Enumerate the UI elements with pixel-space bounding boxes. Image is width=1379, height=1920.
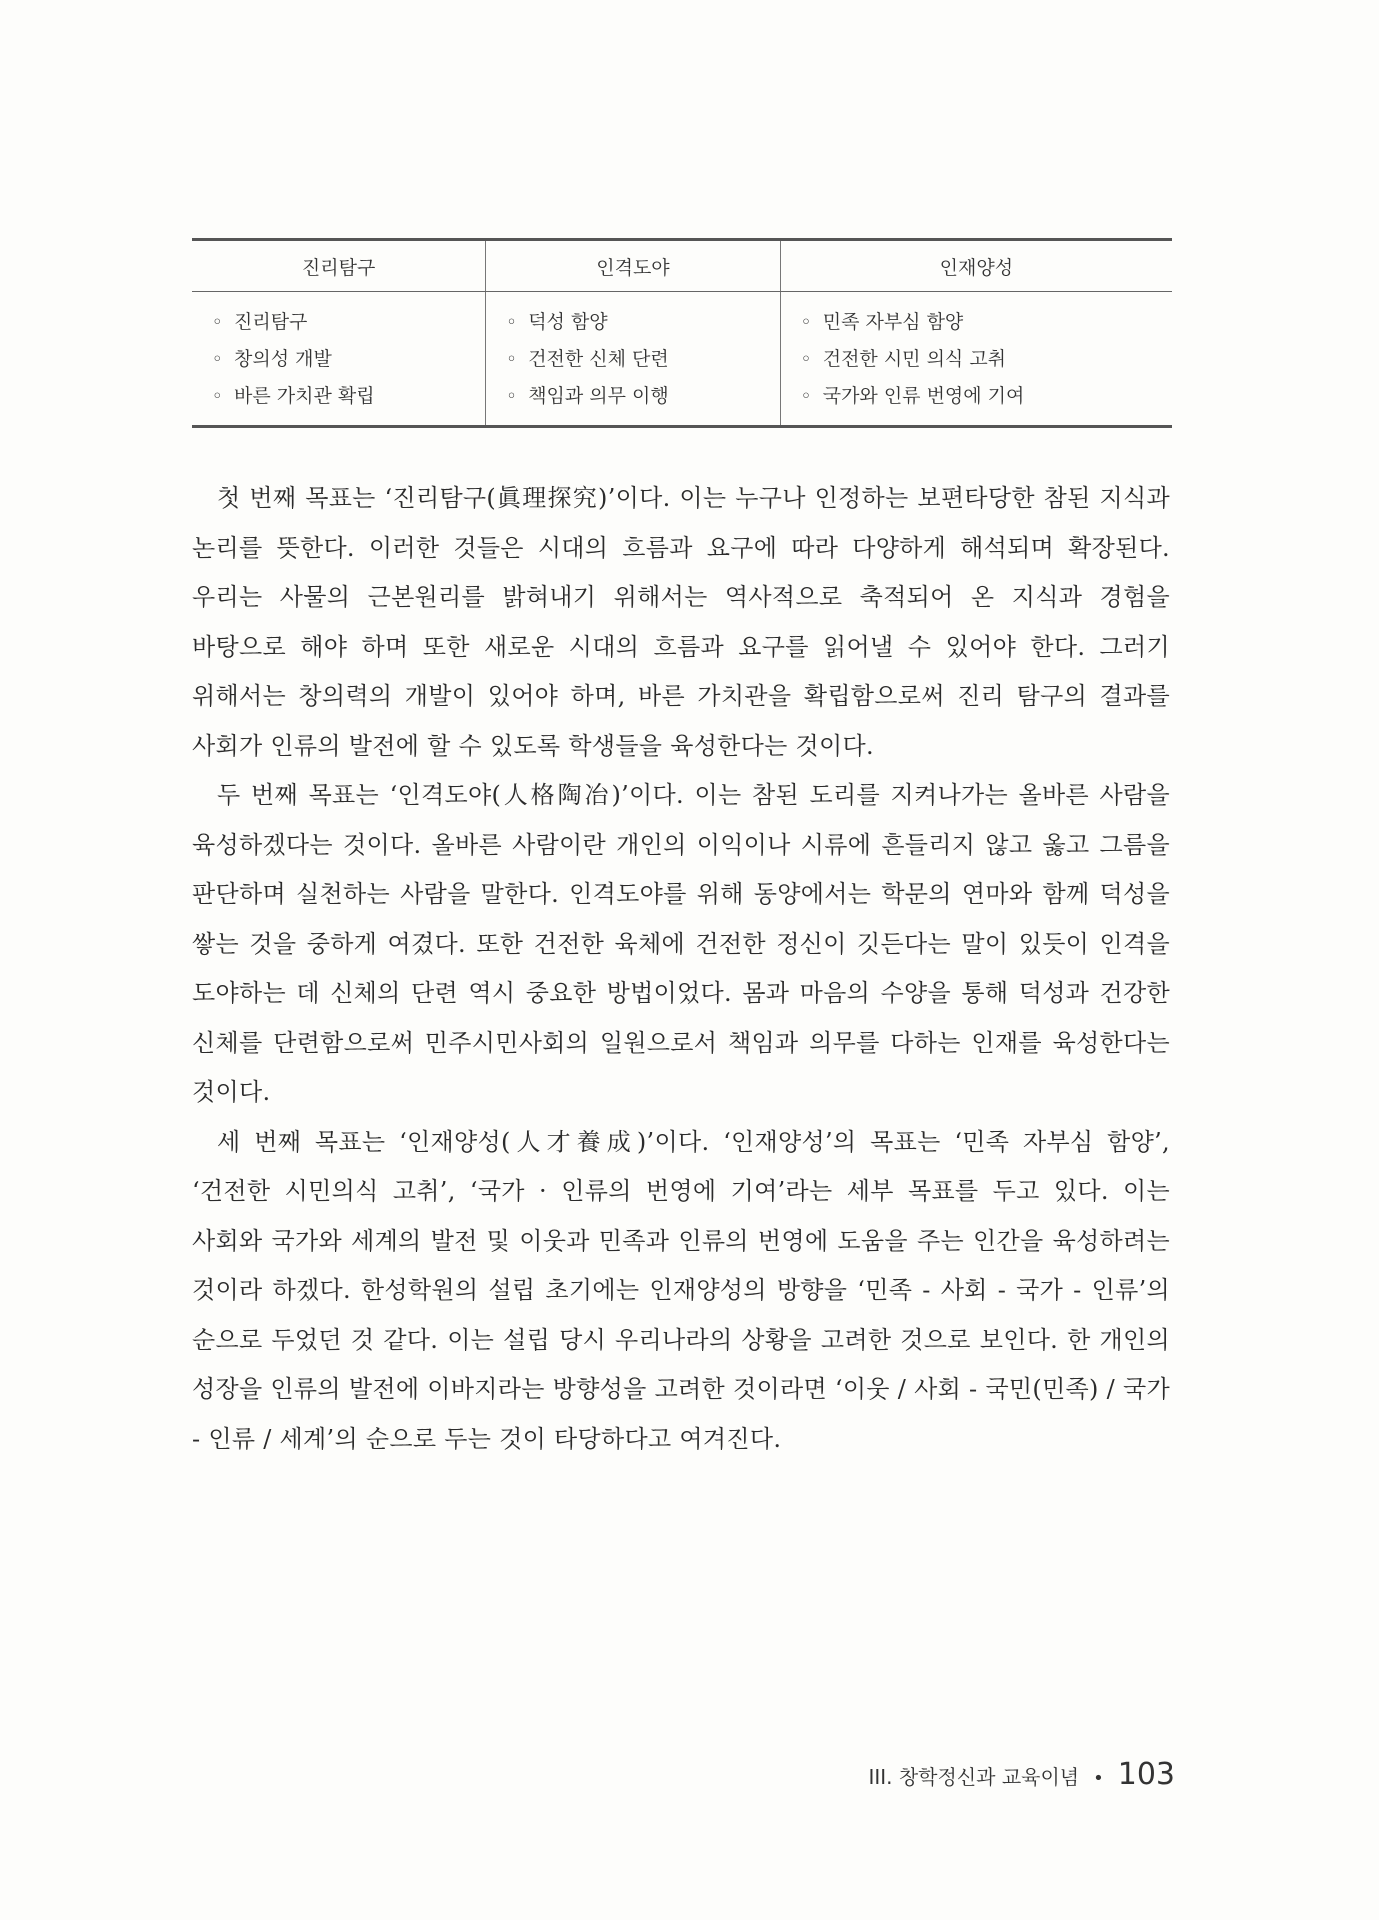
- goals-table: [192, 238, 1172, 428]
- bullet-list: [801, 304, 1172, 415]
- chapter-title: III. 창학정신과 교육이념: [868, 1765, 1080, 1789]
- table-header-character: 인격도야: [486, 240, 781, 292]
- list-item: ◦ 책임과 의무 이행: [506, 378, 780, 415]
- list-item: ◦ 국가와 인류 번영에 기여: [801, 378, 1172, 415]
- table-row: [192, 292, 1172, 427]
- list-item: ◦ 진리탐구: [212, 304, 485, 341]
- footer-separator: •: [1093, 1768, 1104, 1789]
- list-item: ◦ 창의성 개발: [212, 341, 485, 378]
- page-footer: [868, 1757, 1175, 1792]
- table-cell-character: [486, 292, 781, 427]
- bullet-list: [212, 304, 485, 415]
- table-header-talent: 인재양성: [780, 240, 1172, 292]
- table-header-truth: 진리탐구: [192, 240, 486, 292]
- bullet-list: [506, 304, 780, 415]
- list-item: ◦ 덕성 함양: [506, 304, 780, 341]
- list-item: ◦ 건전한 신체 단련: [506, 341, 780, 378]
- paragraph-truth: 첫 번째 목표는 ‘진리탐구(眞理探究)’이다. 이는 누구나 인정하는 보편타당한 참된 지식과 논리를 뜻한다. 이러한 것들은 시대의 흐름과 요구에 따라 다양하게 해석되며 확장된다. 우리는 사물의 근본원리를 밝혀내기 위해서는 역사적으로 축적되어 온 지식과 경험을 바탕으로 해야 하며 또한 새로운 시대의 흐름과 요구를 읽어낼 수 있어야 한다. 그러기 위해서는 창의력의 개발이 있어야 하며, 바른 가치관을 확립함으로써 진리 탐구의 결과를 사회가 인류의 발전에 할 수 있도록 학생들을 육성한다는 것이다.: [192, 484, 1170, 760]
- list-item: ◦ 바른 가치관 확립: [212, 378, 485, 415]
- body-text: [192, 474, 1170, 1464]
- page-number: 103: [1117, 1757, 1175, 1792]
- list-item: ◦ 건전한 시민 의식 고취: [801, 341, 1172, 378]
- table-cell-talent: [780, 292, 1172, 427]
- paragraph-talent: 세 번째 목표는 ‘인재양성(人才養成)’이다. ‘인재양성’의 목표는 ‘민족 자부심 함양’, ‘건전한 시민의식 고취’, ‘국가 · 인류의 번영에 기여’라는 세부 목표를 두고 있다. 이는 사회와 국가와 세계의 발전 및 이웃과 민족과 인류의 번영에 도움을 주는 인간을 육성하려는 것이라 하겠다. 한성학원의 설립 초기에는 인재양성의 방향을 ‘민족 - 사회 - 국가 - 인류’의 순으로 두었던 것 같다. 이는 설립 당시 우리나라의 상황을 고려한 것으로 보인다. 한 개인의 성장을 인류의 발전에 이바지라는 방향성을 고려한 것이라면 ‘이웃 / 사회 - 국민(민족) / 국가 - 인류 / 세계’의 순으로 두는 것이 타당하다고 여겨진다.: [192, 1127, 1170, 1453]
- list-item: ◦ 민족 자부심 함양: [801, 304, 1172, 341]
- table-cell-truth: [192, 292, 486, 427]
- table-header-row: [192, 240, 1172, 292]
- paragraph-character: 두 번째 목표는 ‘인격도야(人格陶冶)’이다. 이는 참된 도리를 지켜나가는 올바른 사람을 육성하겠다는 것이다. 올바른 사람이란 개인의 이익이나 시류에 흔들리지 않고 옳고 그름을 판단하며 실천하는 사람을 말한다. 인격도야를 위해 동양에서는 학문의 연마와 함께 덕성을 쌓는 것을 중하게 여겼다. 또한 건전한 육체에 건전한 정신이 깃든다는 말이 있듯이 인격을 도야하는 데 신체의 단련 역시 중요한 방법이었다. 몸과 마음의 수양을 통해 덕성과 건강한 신체를 단련함으로써 민주시민사회의 일원으로서 책임과 의무를 다하는 인재를 육성한다는 것이다.: [192, 781, 1170, 1106]
